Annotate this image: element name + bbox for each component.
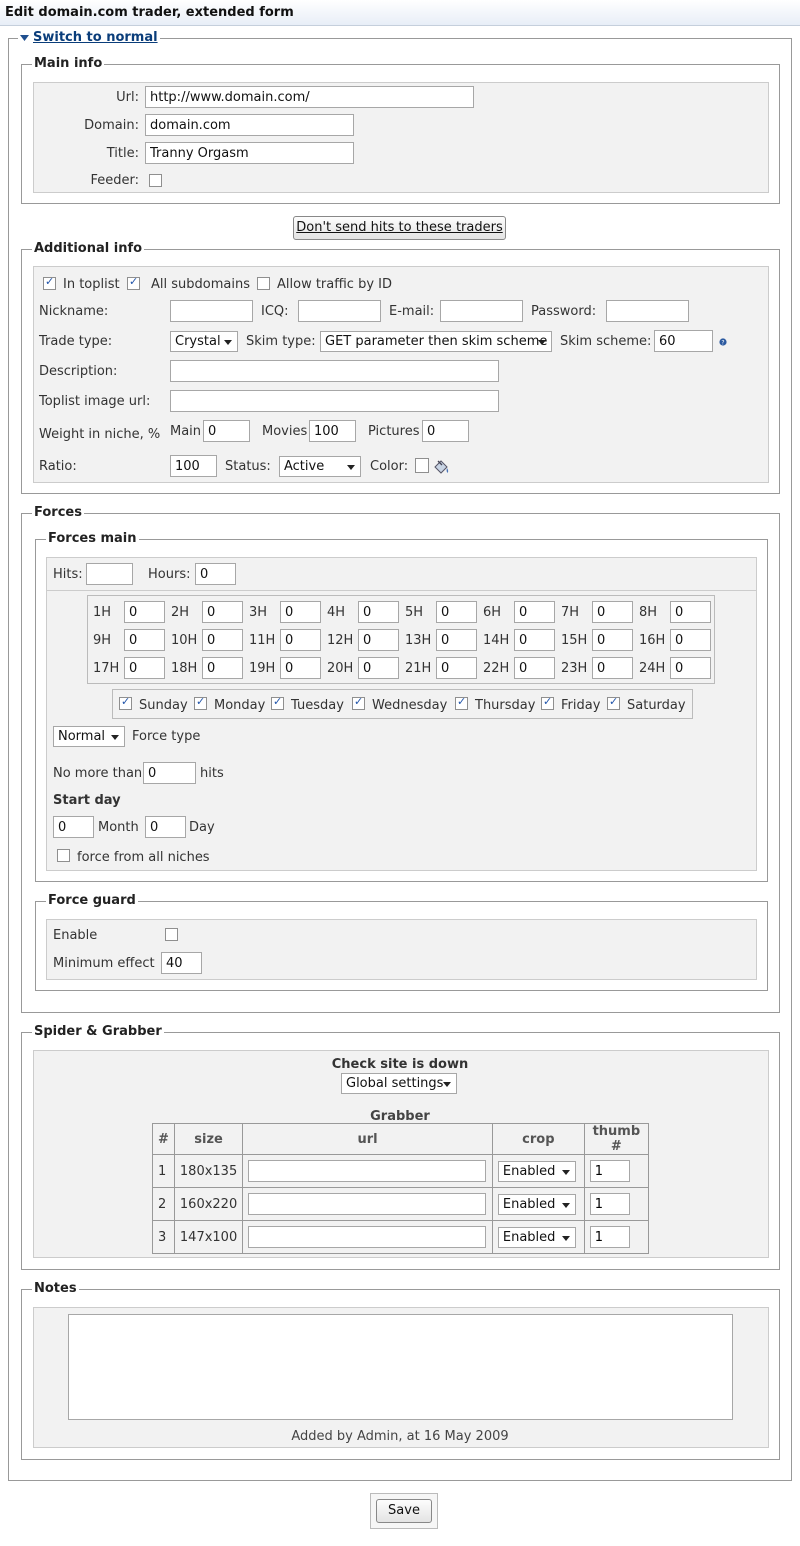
paint-bucket-icon[interactable] [432, 459, 450, 476]
skim-scheme-label: Skim scheme: [560, 334, 652, 349]
weekday-checkbox[interactable] [607, 697, 620, 710]
triangle-down-icon [20, 34, 30, 42]
hour-input[interactable] [202, 629, 243, 651]
toplist-image-label: Toplist image url: [39, 394, 151, 409]
grabber-title: Grabber [370, 1109, 430, 1124]
thumb-input[interactable] [590, 1226, 630, 1248]
skim-type-select[interactable]: GET parameter then skim scheme [320, 331, 552, 352]
hour-label: 13H [405, 633, 432, 648]
force-type-select[interactable]: Normal [53, 726, 125, 747]
hour-label: 14H [483, 633, 510, 648]
url-input[interactable] [145, 86, 474, 108]
toplist-image-input[interactable] [170, 390, 499, 412]
password-input[interactable] [606, 300, 689, 322]
title-label: Title: [106, 146, 139, 161]
hour-label: 15H [561, 633, 588, 648]
title-input[interactable] [145, 142, 354, 164]
force-type-label: Force type [132, 729, 201, 744]
domain-label: Domain: [84, 118, 139, 133]
description-input[interactable] [170, 360, 499, 382]
movies-weight-input[interactable] [309, 420, 356, 442]
main-info-legend: Main info [34, 56, 103, 71]
weekday-label: Monday [214, 698, 266, 713]
force-all-niches-label: force from all niches [77, 850, 210, 865]
hour-input[interactable] [670, 629, 711, 651]
pictures-weight-label: Pictures [368, 424, 420, 439]
main-weight-label: Main [170, 424, 202, 439]
hour-label: 2H [171, 605, 190, 620]
weekday-checkbox[interactable] [194, 697, 207, 710]
skim-scheme-input[interactable] [654, 330, 713, 352]
hour-input[interactable] [124, 601, 165, 623]
all-subdomains-label: All subdomains [151, 277, 250, 292]
switch-to-normal-link[interactable]: Switch to normal [33, 30, 158, 45]
min-effect-label: Minimum effect [53, 956, 155, 971]
save-button[interactable]: Save [376, 1499, 432, 1523]
row-number: 1 [153, 1155, 175, 1188]
hour-label: 16H [639, 633, 666, 648]
hour-label: 19H [249, 661, 276, 676]
table-row [153, 1155, 649, 1188]
month-label: Month [98, 820, 139, 835]
in-toplist-checkbox[interactable] [43, 277, 56, 290]
svg-text:?: ? [721, 339, 725, 346]
col-number: # [153, 1124, 175, 1155]
hour-label: 3H [249, 605, 268, 620]
feeder-checkbox[interactable] [149, 174, 162, 187]
check-site-title: Check site is down [331, 1057, 469, 1072]
hour-label: 6H [483, 605, 502, 620]
description-label: Description: [39, 364, 118, 379]
weekday-label: Saturday [627, 698, 686, 713]
forces-main-legend: Forces main [48, 531, 137, 546]
window-header [0, 0, 800, 26]
hour-label: 8H [639, 605, 658, 620]
icq-label: ICQ: [261, 304, 289, 319]
weekday-checkbox[interactable] [119, 697, 132, 710]
weekday-label: Sunday [139, 698, 188, 713]
pictures-weight-input[interactable] [422, 420, 469, 442]
hour-label: 21H [405, 661, 432, 676]
thumb-input[interactable] [590, 1160, 630, 1182]
crop-select[interactable]: Enabled [498, 1161, 577, 1182]
hour-label: 1H [93, 605, 112, 620]
hour-input[interactable] [124, 629, 165, 651]
email-input[interactable] [440, 300, 523, 322]
hour-label: 4H [327, 605, 346, 620]
hours-label: Hours: [148, 567, 191, 582]
start-month-input[interactable] [53, 816, 94, 838]
crop-select[interactable]: Enabled [498, 1227, 577, 1248]
hour-input[interactable] [436, 657, 477, 679]
hour-label: 12H [327, 633, 354, 648]
start-day-input[interactable] [145, 816, 186, 838]
weekday-checkbox[interactable] [271, 697, 284, 710]
row-size: 147x100 [174, 1221, 242, 1254]
hour-input[interactable] [514, 601, 555, 623]
ratio-input[interactable] [170, 455, 217, 477]
table-row [153, 1188, 649, 1221]
start-day-heading: Start day [53, 793, 121, 808]
page-title: Edit domain.com trader, extended form [5, 5, 294, 20]
hour-label: 10H [171, 633, 198, 648]
weight-label: Weight in niche, % [39, 427, 161, 442]
weekday-label: Tuesday [291, 698, 344, 713]
grabber-url-input[interactable] [248, 1193, 486, 1215]
force-guard-legend: Force guard [48, 893, 136, 908]
status-select[interactable]: Active [279, 456, 361, 477]
hour-input[interactable] [670, 657, 711, 679]
hour-input[interactable] [514, 629, 555, 651]
allow-traffic-label: Allow traffic by ID [277, 277, 393, 292]
row-number: 2 [153, 1188, 175, 1221]
spider-legend: Spider & Grabber [34, 1024, 162, 1039]
hour-label: 7H [561, 605, 580, 620]
hour-label: 5H [405, 605, 424, 620]
hour-label: 9H [93, 633, 112, 648]
grabber-table [152, 1123, 649, 1254]
hits-suffix-label: hits [200, 766, 224, 781]
row-number: 3 [153, 1221, 175, 1254]
day-label: Day [189, 820, 215, 835]
color-swatch[interactable] [415, 458, 429, 473]
hour-label: 23H [561, 661, 588, 676]
icq-input[interactable] [298, 300, 381, 322]
no-more-than-input[interactable] [143, 762, 196, 784]
hour-input[interactable] [202, 657, 243, 679]
domain-input[interactable] [145, 114, 354, 136]
email-label: E-mail: [389, 304, 435, 319]
col-url: url [243, 1124, 493, 1155]
trade-type-select[interactable]: Crystal [170, 331, 238, 352]
row-size: 180x135 [174, 1155, 242, 1188]
hour-label: 22H [483, 661, 510, 676]
status-label: Status: [225, 459, 271, 474]
hour-input[interactable] [592, 629, 633, 651]
hour-input[interactable] [202, 601, 243, 623]
hour-input[interactable] [592, 657, 633, 679]
all-subdomains-checkbox[interactable] [127, 277, 140, 290]
nickname-label: Nickname: [39, 304, 109, 319]
trade-type-label: Trade type: [39, 334, 113, 349]
help-icon[interactable] [719, 338, 727, 346]
movies-weight-label: Movies [262, 424, 308, 439]
hour-label: 11H [249, 633, 276, 648]
table-row [153, 1221, 649, 1254]
hits-label: Hits: [53, 567, 83, 582]
hour-input[interactable] [436, 601, 477, 623]
hour-label: 24H [639, 661, 666, 676]
ratio-label: Ratio: [39, 459, 77, 474]
min-effect-input[interactable] [161, 952, 202, 974]
hour-input[interactable] [280, 629, 321, 651]
allow-traffic-checkbox[interactable] [257, 277, 270, 290]
hour-input[interactable] [436, 629, 477, 651]
hour-label: 20H [327, 661, 354, 676]
grabber-url-input[interactable] [248, 1160, 486, 1182]
hour-input[interactable] [280, 601, 321, 623]
weekday-checkbox[interactable] [541, 697, 554, 710]
dont-send-hits-button[interactable]: Don't send hits to these traders [293, 216, 506, 240]
crop-select[interactable]: Enabled [498, 1194, 577, 1215]
nickname-input[interactable] [170, 300, 253, 322]
check-site-select[interactable]: Global settings [341, 1073, 457, 1094]
hits-input[interactable] [86, 563, 133, 585]
grabber-url-input[interactable] [248, 1226, 486, 1248]
hour-input[interactable] [358, 657, 399, 679]
skim-type-label: Skim type: [246, 334, 316, 349]
enable-label: Enable [53, 928, 98, 943]
weekday-checkbox[interactable] [352, 697, 365, 710]
main-weight-input[interactable] [203, 420, 250, 442]
col-size: size [174, 1124, 242, 1155]
row-size: 160x220 [174, 1188, 242, 1221]
force-all-niches-checkbox[interactable] [57, 849, 70, 862]
hours-input[interactable] [195, 563, 236, 585]
hour-input[interactable] [670, 601, 711, 623]
switch-toggle[interactable] [18, 30, 160, 46]
password-label: Password: [531, 304, 597, 319]
hour-label: 18H [171, 661, 198, 676]
color-label: Color: [370, 459, 409, 474]
hour-input[interactable] [514, 657, 555, 679]
no-more-than-label: No more than [53, 766, 143, 781]
enable-guard-checkbox[interactable] [165, 928, 178, 941]
notes-legend: Notes [34, 1281, 77, 1296]
additional-info-legend: Additional info [34, 241, 143, 256]
url-label: Url: [116, 90, 139, 105]
weekday-label: Wednesday [372, 698, 448, 713]
forces-divider [46, 590, 757, 591]
hour-input[interactable] [124, 657, 165, 679]
hour-input[interactable] [592, 601, 633, 623]
hour-input[interactable] [358, 601, 399, 623]
added-by-text: Added by Admin, at 16 May 2009 [291, 1429, 509, 1444]
feeder-label: Feeder: [90, 173, 139, 188]
col-thumb: thumb # [584, 1124, 648, 1155]
weekday-label: Thursday [475, 698, 536, 713]
col-crop: crop [492, 1124, 584, 1155]
in-toplist-label: In toplist [63, 277, 120, 292]
forces-legend: Forces [34, 505, 82, 520]
hour-label: 17H [93, 661, 120, 676]
thumb-input[interactable] [590, 1193, 630, 1215]
notes-textarea[interactable] [68, 1314, 733, 1420]
hour-input[interactable] [358, 629, 399, 651]
weekday-checkbox[interactable] [455, 697, 468, 710]
grabber-header-row [153, 1124, 649, 1155]
hour-input[interactable] [280, 657, 321, 679]
weekday-label: Friday [561, 698, 601, 713]
